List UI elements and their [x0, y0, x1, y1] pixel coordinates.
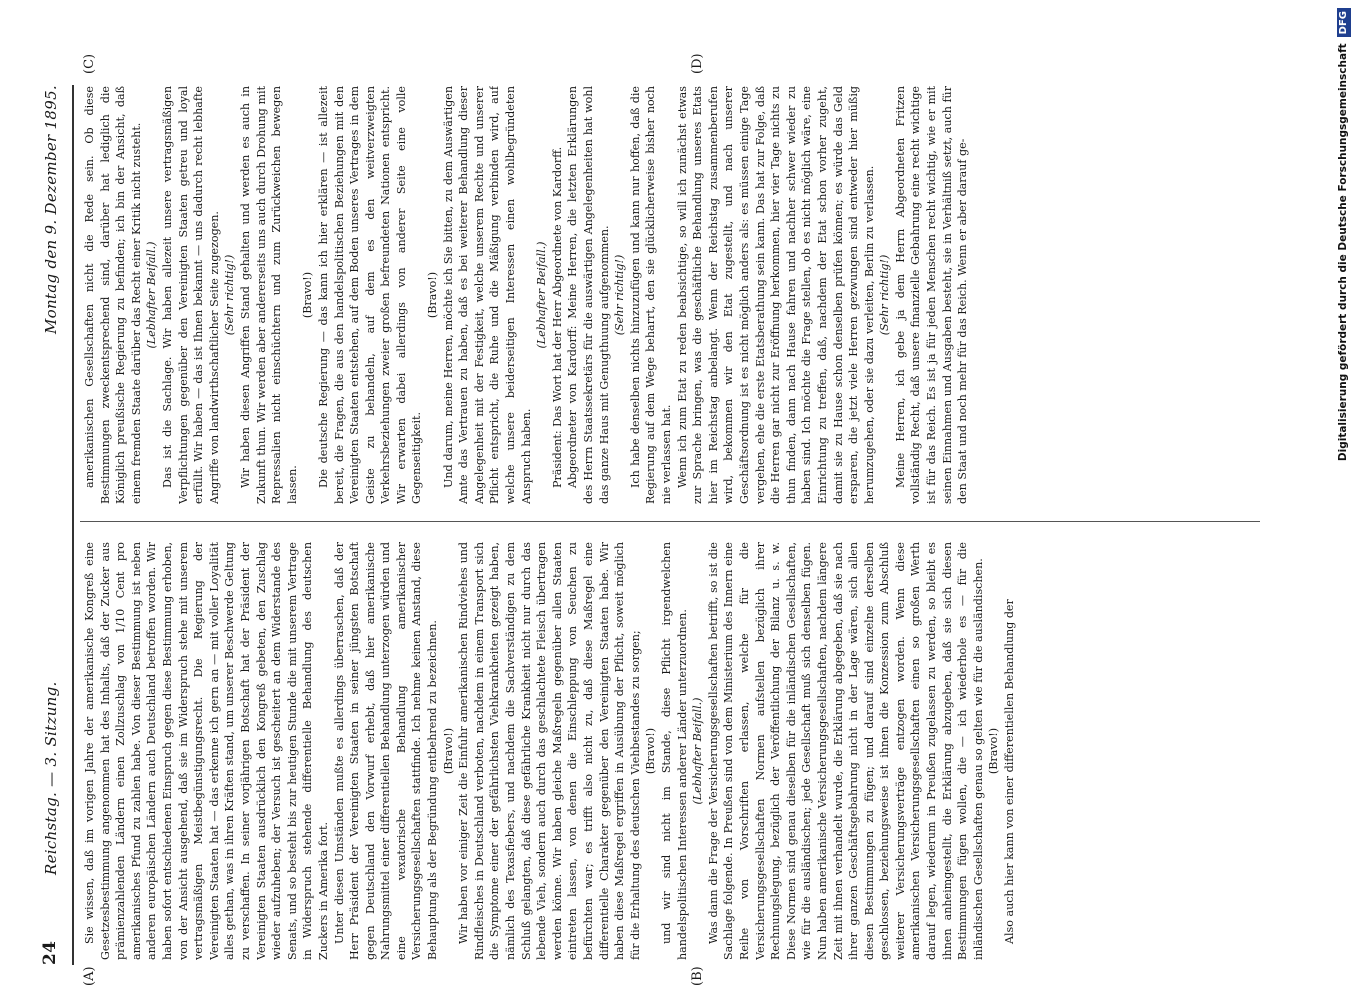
paragraph: Präsident: Das Wort hat der Herr Abgeordnete von Kardorff. — [550, 146, 564, 488]
paragraph: Die deutsche Regierung — das kann ich hier erklären — ist allezeit bereit, die Fragen, die aus den handelspolitischen Beziehungen mit den Vereinigten Staaten entstehen, auf dem Boden unseres Vertrages in dem Geiste zu behandeln, auf dem es den weitverzweigten Verkehrsbeziehungen zweier großen befreundeten Nationen entspricht. Wir erwarten dabei allerdings von anderer Seite eine volle Gegenseitigkeit. — [316, 86, 424, 504]
paragraph: amerikanischen Gesellschaften nicht die Rede sein. Ob diese Bestimmungen zweckentsprechend sind, darüber hat lediglich die Königlich preußische Regierung zu befinden; ich bin der Ansicht, daß einem fremden Staate darüber das Recht einer Kritik nicht zusteht. — [83, 86, 143, 504]
paragraph: Und darum, meine Herren, möchte ich Sie bitten, zu dem Auswärtigen Amte das Vertrauen zu haben, daß es bei weiterer Behandlung dieser Angelegenheit mit der Festigkeit, welche unserem Rechte und unserer Pflicht entspricht, die Ruhe und die Mäßigung verbinden wird, auf welche unsere beiderseitigen Interessen einen wohlbegründeten Anspruch haben. — [441, 86, 533, 504]
right-column — [82, 86, 1257, 504]
margin-marker-a: (A) — [82, 966, 97, 986]
rotated-page — [0, 40, 1353, 1000]
paragraph: Ich habe denselben nichts hinzuzufügen und kann nur hoffen, daß die Regierung auf dem Wege beharrt, den sie glücklicherweise bisher noch nie verlassen hat. — [628, 86, 673, 504]
paragraph: Also auch hier kann von einer differentiellen Behandlung der — [1003, 599, 1017, 944]
interjection: (Lebhafter Beifall.) — [535, 241, 549, 349]
credit-text: Digitalisierung gefördert durch die Deutsche Forschungsgemeinschaft — [1337, 43, 1349, 462]
paragraph: Sie wissen, daß im vorigen Jahre der amerikanische Kongreß eine Gesetzesbestimmung angenommen hat des Inhalts, daß der Zucker aus prämienzahlenden Ländern einen Zollzuschlag von 1/10 Cent pro amerikanisches Pfund zu zahlen habe. Von dieser Bestimmung ist neben anderen europäischen Ländern auch Deutschland betroffen worden. Wir haben sofort entschiedenen Einspruch gegen diese Bestimmung erhoben, von der Ansicht ausgehend, daß sie im Widerspruch stehe mit unserem vertragsmäßigen Meistbegünstigungsrecht. Die Regierung der Vereinigten Staaten hat — das erkenne ich gern an — mit voller Loyalität alles gethan, was in ihren Kräften stand, um unserer Beschwerde Geltung zu verschaffen. In seiner vorjährigen Botschaft hat der Präsident der Vereinigten Staaten ausdrücklich den Kongreß gebeten, den Zuschlag wieder aufzuheben; der Versuch ist gescheitert an dem Widerstande des Senats, und so besteht bis zur heutigen Stunde die mit unserem Vertrage in Widerspruch stehende differentielle Behandlung des deutschen Zuckers in Amerika fort. — [83, 542, 330, 960]
session-date: Montag den 9. Dezember 1895. — [42, 85, 60, 335]
page-number: 24 — [40, 940, 60, 965]
interjection: (Sehr richtig!) — [878, 254, 892, 336]
paragraph: Wir haben diesen Angriffen Stand gehalten und werden es auch in Zukunft thun. Wir werden aber andererseits uns auch durch Drohung mit Repressalien nicht einschüchtern und zum Zurückweichen bewegen lassen. — [238, 86, 299, 504]
paragraph: Unter diesen Umständen mußte es allerdings überraschen, daß der Herr Präsident der Vereinigten Staaten in seiner jüngsten Botschaft gegen Deutschland den Vorwurf erhebt, daß hier amerikanische Nahrungsmittel einer differentiellen Behandlung unterzogen würden und eine vexatorische Behandlung amerikanischer Versicherungsgesellschaften stattfinde. Ich nehme keinen Anstand, diese Behauptung als der Begründung entbehrend zu bezeichnen. — [332, 542, 440, 960]
interjection: (Bravo!) — [987, 727, 1001, 775]
paragraph: Abgeordneter von Kardorff: Meine Herren, die letzten Erklärungen des Herrn Staatssekretärs für die auswärtigen Angelegenheiten hat wohl das ganze Haus mit Genugthuung aufgenommen. — [566, 86, 611, 504]
paragraph: Wenn ich zum Etat zu reden beabsichtige, so will ich zunächst etwas zur Sprache bringen, was die geschäftliche Behandlung unseres Etats hier im Reichstag anbelangt. Wenn der Reichstag zusammenberufen wird, bekommen wir den Etat zugestellt, und nach unserer Geschäftsordnung ist es nicht möglich anders als: es müssen einige Tage vergehen, ehe die erste Etatsberathung sein kann. Das hat zur Folge, daß die Herren gar nicht zur Eröffnung herkommen, hier vier Tage nichts zu thun finden, dann nach Hause fahren und nachher schwer wieder zu haben sind. Ich möchte die Frage stellen, ob es nicht möglich wäre, eine Einrichtung zu treffen, daß, nachdem der Etat schon vorher zugeht, damit sie zu Hause schon denselben prüfen können; es würde das Geld ersparen, die jetzt viele Herren gezwungen sind entweder hier müßig herumzugehen, oder sie dazu verleiten, Berlin zu verlassen. — [675, 86, 876, 504]
paragraph: Wir haben vor einiger Zeit die Einfuhr amerikanischen Rindviehes und Rindfleisches in Deutschland verboten, nachdem in einem Transport sich die Symptome einer der gefährlichsten Viehkrankheiten gezeigt haben, nämlich des Texasfiebers, und nachdem die Sachverständigen zu dem Schluß gelangten, daß diese gefährliche Krankheit nicht nur durch das lebende Vieh, sondern auch durch das geschlachtete Fleisch übertragen werden könne. Wir haben gleiche Maßregeln gegenüber allen Staaten eintreten lassen, von denen die Einschleppung von Seuchen zu befürchten war; es trifft also nicht zu, daß diese Maßregel eine differentielle Charakter gegenüber den Vereinigten Staaten habe. Wir haben diese Maßregel ergriffen in Ausübung der Pflicht, soweit möglich für die Erhaltung des deutschen Viehbestandes zu sorgen; — [457, 542, 642, 960]
margin-marker-d: (D) — [690, 53, 705, 74]
interjection: (Lebhafter Beifall.) — [691, 697, 705, 805]
column-divider — [80, 521, 1260, 522]
margin-marker-b: (B) — [690, 966, 705, 986]
interjection: (Sehr richtig!) — [223, 254, 237, 336]
interjection: (Bravo!) — [301, 271, 315, 319]
paragraph: Meine Herren, ich gebe ja dem Herrn Abgeordneten Fritzen vollständig Recht, daß unsere finanzielle Gebahrung eine recht wichtige ist für das Reich. Es ist ja für jeden Menschen recht wichtig, wie er mit seinen Einnahmen und Ausgaben besteht, sie in Verhältniß setzt, auch für den Staat und noch mehr für das Reich. Wenn er aber darauf ge- — [893, 86, 970, 504]
left-column — [82, 542, 1257, 960]
header-rule — [72, 85, 74, 965]
interjection: (Bravo!) — [426, 271, 440, 319]
digitization-credit — [1336, 8, 1350, 983]
interjection: (Sehr richtig!) — [613, 254, 627, 336]
interjection: (Lebhafter Beifall.) — [145, 241, 159, 349]
paragraph: Was dann die Frage der Versicherungsgesellschaften betrifft, so ist die Sachlage folgende. In Preußen sind von dem Ministerium des Innern eine Reihe von Vorschriften erlassen, welche für die Versicherungsgesellschaften Normen aufstellen bezüglich ihrer Rechnungslegung, bezüglich der Veröffentlichung der Bilanz u. s. w. Diese Normen sind genau dieselben für die inländischen Gesellschaften, wie für die ausländischen; jede Gesellschaft muß sich denselben fügen. Nun haben amerikanische Versicherungsgesellschaften, nachdem längere Zeit mit ihnen verhandelt wurde, die Erklärung abgegeben, daß sie nach ihrer ganzen Geschäftsgebahrung nicht in der Lage wären, sich allen diesen Bestimmungen zu fügen; und darauf sind einzelne derselben geschlossen, beziehungsweise ist ihnen die Konzession zum Abschluß weiterer Versicherungsverträge entzogen worden. Wenn diese amerikanischen Versicherungsgesellschaften einen so großen Werth darauf legen, wiederum in Preußen zugelassen zu werden, so bleibt es ihnen anheimgestellt, die Erklärung abzugeben, daß sie sich diesen Bestimmungen fügen wollen, die — ich wiederhole es — für die inländischen Gesellschaften genau so gelten wie für die ausländischen. — [706, 542, 985, 960]
interjection: (Bravo!) — [441, 727, 455, 775]
page-header — [40, 85, 70, 965]
margin-marker-c: (C) — [82, 53, 97, 74]
paragraph: Das ist die Sachlage. Wir haben allezeit unsere vertragsmäßigen Verpflichtungen gegenüber den Vereinigten Staaten getreu und loyal erfüllt. Wir haben — das ist Ihnen bekannt — uns dadurch recht lebhafte Angriffe von landwirthschaftlicher Seite zugezogen. — [160, 86, 221, 504]
dfg-logo: DFG — [1337, 8, 1351, 37]
session-title: Reichstag. — 3. Sitzung. — [42, 681, 60, 875]
interjection: (Bravo!) — [644, 727, 658, 775]
paragraph: und wir sind nicht im Stande, diese Pflicht irgendwelchen handelspolitischen Interessen anderer Länder unterzuordnen. — [659, 542, 689, 960]
